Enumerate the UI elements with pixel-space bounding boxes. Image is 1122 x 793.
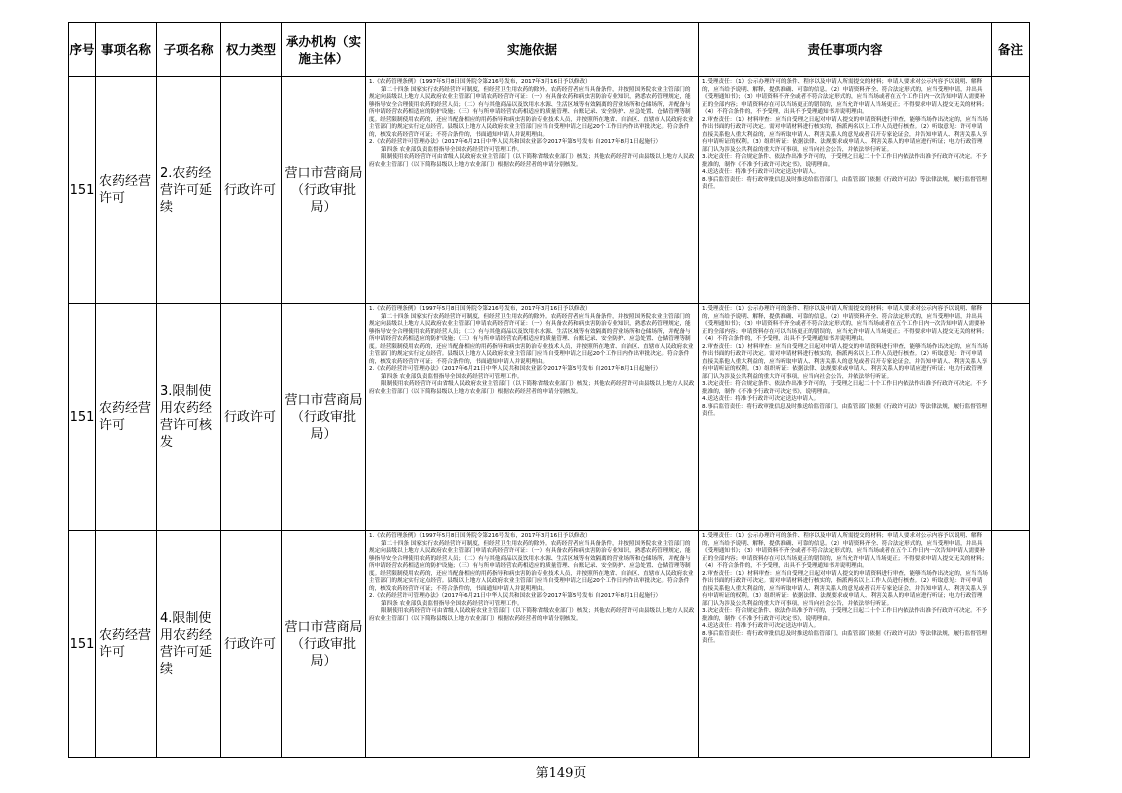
resp-para: 2.审查责任：（1）材料审查：应当自受理之日起对申请人提交的申请资料进行审查，能够当场作出决定的，应当当场作出书面的行政许可决定。需对申请材料进行核实的，指派两名以上工作人员进行核查。（2）听取意见：许可申请直接关系他人重大利益的，应当听取申请人、利害关系人的意见或者召开专家论证会，并告知申请人、利害关系人享有申请听证的权利。（3）组织听证：依据法律、法规要求或申请人、利害关系人的申请应进行听证；电力行政管理部门认为涉及公共利益的重大许可事项，应当向社会公告，并依法举行听证。 — [702, 343, 988, 380]
header-basis: 实施依据 — [366, 23, 699, 77]
cell-item: 农药经营许可 — [96, 531, 157, 758]
cell-resp — [699, 77, 992, 304]
cell-item: 农药经营许可 — [96, 77, 157, 304]
basis-para: 限制使用农药经营许可由省级人民政府农业主管部门（以下简称省级农业部门）核发；其他农药经营许可由县级以上地方人民政府农业主管部门（以下简称县级以上地方农业部门）根据农药经营者的申请分别核发。 — [369, 608, 695, 622]
permission-table — [68, 22, 1030, 758]
header-type: 权力类型 — [221, 23, 282, 77]
page-number: 第149页 — [535, 766, 587, 781]
basis-para: 第四条 农业部负责监督指导全国农药经营许可管理工作。 — [381, 373, 523, 380]
resp-para: 3.决定责任：符合规定条件、依法作出准予许可的，于受理之日起二十个工作日内依法作出准予行政许可决定。不予批准的，制作《不准予行政许可决定书》，说明理由。 — [702, 381, 988, 395]
cell-seq: 151 — [69, 304, 96, 531]
cell-note — [992, 304, 1030, 531]
cell-resp — [699, 531, 992, 758]
basis-para: 2.《农药经营许可管理办法》（2017年6月21日中华人民共和国农业部令2017年第5号发布 自2017年8月1日起施行） — [369, 366, 662, 372]
resp-para: 1.受理责任：（1）公示办理许可的条件、程序以及申请人所需提交的材料；申请人要求对公示内容予以说明、解释的，应当给予说明、解释，提供准确、可靠的信息。（2）申请资料齐全、符合法定形式的，应当受理申请，并出具《受理通知书》；（3）申请资料不齐全或者不符合法定形式的，应当当场或者在五个工作日内一次告知申请人需要补正的全部内容；申请资料存在可以当场更正的错误的，应当允许申请人当场更正；不得要求申请人提交无关的材料；（4）不符合条件的，不予受理，出具不予受理通知书并说明理由。 — [702, 306, 988, 342]
resp-para: 8.事后监管责任：将行政审批信息及时推送给监管部门，由监管部门依据《行政许可法》等法律法规，履行监督管理责任。 — [702, 630, 988, 644]
cell-type: 行政许可 — [221, 531, 282, 758]
cell-seq: 151 — [69, 77, 96, 304]
header-org: 承办机构（实施主体） — [282, 23, 366, 77]
cell-item: 农药经营许可 — [96, 304, 157, 531]
header-seq: 序号 — [69, 23, 96, 77]
table-row — [69, 304, 1030, 531]
basis-para: 1.《农药管理条例》（1997年5月8日国务院令第216号发布，2017年3月16日予以修改） — [369, 533, 591, 539]
header-resp: 责任事项内容 — [699, 23, 992, 77]
cell-type: 行政许可 — [221, 77, 282, 304]
cell-basis — [366, 531, 699, 758]
header-note: 备注 — [992, 23, 1030, 77]
cell-type: 行政许可 — [221, 304, 282, 531]
resp-para: 4.送达责任：将准予行政许可决定送达申请人。 — [702, 623, 820, 629]
cell-sub: 4.限制使用农药经营许可延续 — [157, 531, 221, 758]
resp-para: 8.事后监管责任：将行政审批信息及时推送给监管部门，由监管部门依据《行政许可法》等法律法规，履行监督管理责任。 — [702, 176, 988, 190]
resp-para: 1.受理责任：（1）公示办理许可的条件、程序以及申请人所需提交的材料；申请人要求对公示内容予以说明、解释的，应当给予说明、解释，提供准确、可靠的信息。（2）申请资料齐全、符合法定形式的，应当受理申请，并出具《受理通知书》；（3）申请资料不齐全或者不符合法定形式的，应当当场或者在五个工作日内一次告知申请人需要补正的全部内容；申请资料存在可以当场更正的错误的，应当允许申请人当场更正；不得要求申请人提交无关的材料；（4）不符合条件的，不予受理，出具不予受理通知书并说明理由。 — [702, 79, 988, 115]
basis-para: 第二十四条 国家实行农药经营许可制度，但经营卫生用农药的除外。农药经营者应当具备条件，并按照国务院农业主管部门的规定向县级以上地方人民政府农业主管部门申请农药经营许可证：（一）有具备农药和病虫害防治专业知识，熟悉农药管理规定，能够指导安全合理使用农药的经营人员；（二）有与其他商品以及饮用水水源、生活区域等有效隔离的营业场所和仓储场所，并配备与所申请经营农药相适应的防护设施；（三）有与所申请经营农药相适应的质量管理、台账记录、安全防护、应急处置、仓储管理等制度。经营限制使用农药的，还应当配备相应的用药指导和病虫害防治专业技术人员，并按照所在地省、自治区、直辖市人民政府农业主管部门的规定实行定点经营。县级以上地方人民政府农业主管部门应当自受理申请之日起20个工作日内作出审批决定。符合条件的，核发农药经营许可证；不符合条件的，书面通知申请人并说明理由。 — [369, 313, 694, 365]
basis-para: 第四条 农业部负责监督指导全国农药经营许可管理工作。 — [381, 146, 523, 153]
basis-para: 第二十四条 国家实行农药经营许可制度，但经营卫生用农药的除外。农药经营者应当具备条件，并按照国务院农业主管部门的规定向县级以上地方人民政府农业主管部门申请农药经营许可证：（一）有具备农药和病虫害防治专业知识，熟悉农药管理规定，能够指导安全合理使用农药的经营人员；（二）有与其他商品以及饮用水水源、生活区域等有效隔离的营业场所和仓储场所，并配备与所申请经营农药相适应的防护设施；（三）有与所申请经营农药相适应的质量管理、台账记录、安全防护、应急处置、仓储管理等制度。经营限制使用农药的，还应当配备相应的用药指导和病虫害防治专业技术人员，并按照所在地省、自治区、直辖市人民政府农业主管部门的规定实行定点经营。县级以上地方人民政府农业主管部门应当自受理申请之日起20个工作日内作出审批决定。符合条件的，核发农药经营许可证；不符合条件的，书面通知申请人并说明理由。 — [369, 86, 694, 138]
resp-para: 2.审查责任：（1）材料审查：应当自受理之日起对申请人提交的申请资料进行审查，能够当场作出决定的，应当当场作出书面的行政许可决定。需对申请材料进行核实的，指派两名以上工作人员进行核查。（2）听取意见：许可申请直接关系他人重大利益的，应当听取申请人、利害关系人的意见或者召开专家论证会，并告知申请人、利害关系人享有申请听证的权利。（3）组织听证：依据法律、法规要求或申请人、利害关系人的申请应进行听证；电力行政管理部门认为涉及公共利益的重大许可事项，应当向社会公告，并依法举行听证。 — [702, 570, 988, 607]
header-item: 事项名称 — [96, 23, 157, 77]
cell-basis — [366, 304, 699, 531]
resp-para: 4.送达责任：将准予行政许可决定送达申请人。 — [702, 169, 820, 175]
basis-para: 2.《农药经营许可管理办法》（2017年6月21日中华人民共和国农业部令2017年第5号发布 自2017年8月1日起施行） — [369, 593, 662, 599]
resp-para: 8.事后监管责任：将行政审批信息及时推送给监管部门，由监管部门依据《行政许可法》等法律法规，履行监督管理责任。 — [702, 403, 988, 417]
resp-para: 4.送达责任：将准予行政许可决定送达申请人。 — [702, 396, 820, 402]
basis-para: 1.《农药管理条例》（1997年5月8日国务院令第216号发布，2017年3月16日予以修改） — [369, 79, 591, 85]
basis-para: 2.《农药经营许可管理办法》（2017年6月21日中华人民共和国农业部令2017年第5号发布 自2017年8月1日起施行） — [369, 139, 662, 145]
cell-seq: 151 — [69, 531, 96, 758]
cell-basis — [366, 77, 699, 304]
table-row — [69, 77, 1030, 304]
cell-note — [992, 77, 1030, 304]
cell-org: 营口市营商局（行政审批局） — [282, 77, 366, 304]
basis-para: 1.《农药管理条例》（1997年5月8日国务院令第216号发布，2017年3月16日予以修改） — [369, 306, 591, 312]
cell-note — [992, 531, 1030, 758]
resp-para: 1.受理责任：（1）公示办理许可的条件、程序以及申请人所需提交的材料；申请人要求对公示内容予以说明、解释的，应当给予说明、解释，提供准确、可靠的信息。（2）申请资料齐全、符合法定形式的，应当受理申请，并出具《受理通知书》；（3）申请资料不齐全或者不符合法定形式的，应当当场或者在五个工作日内一次告知申请人需要补正的全部内容；申请资料存在可以当场更正的错误的，应当允许申请人当场更正；不得要求申请人提交无关的材料；（4）不符合条件的，不予受理，出具不予受理通知书并说明理由。 — [702, 533, 988, 569]
cell-sub: 2.农药经营许可延续 — [157, 77, 221, 304]
header-row — [69, 23, 1030, 77]
resp-para: 3.决定责任：符合规定条件、依法作出准予许可的，于受理之日起二十个工作日内依法作出准予行政许可决定。不予批准的，制作《不准予行政许可决定书》，说明理由。 — [702, 154, 988, 168]
cell-sub: 3.限制使用农药经营许可核发 — [157, 304, 221, 531]
basis-para: 限制使用农药经营许可由省级人民政府农业主管部门（以下简称省级农业部门）核发；其他农药经营许可由县级以上地方人民政府农业主管部门（以下简称县级以上地方农业部门）根据农药经营者的申请分别核发。 — [369, 154, 695, 168]
table-row — [69, 531, 1030, 758]
cell-org: 营口市营商局（行政审批局） — [282, 304, 366, 531]
resp-para: 3.决定责任：符合规定条件、依法作出准予许可的，于受理之日起二十个工作日内依法作出准予行政许可决定。不予批准的，制作《不准予行政许可决定书》，说明理由。 — [702, 608, 988, 622]
cell-org: 营口市营商局（行政审批局） — [282, 531, 366, 758]
basis-para: 限制使用农药经营许可由省级人民政府农业主管部门（以下简称省级农业部门）核发；其他农药经营许可由县级以上地方人民政府农业主管部门（以下简称县级以上地方农业部门）根据农药经营者的申请分别核发。 — [369, 381, 695, 395]
header-sub: 子项名称 — [157, 23, 221, 77]
cell-resp — [699, 304, 992, 531]
basis-para: 第二十四条 国家实行农药经营许可制度，但经营卫生用农药的除外。农药经营者应当具备条件，并按照国务院农业主管部门的规定向县级以上地方人民政府农业主管部门申请农药经营许可证：（一）有具备农药和病虫害防治专业知识，熟悉农药管理规定，能够指导安全合理使用农药的经营人员；（二）有与其他商品以及饮用水水源、生活区域等有效隔离的营业场所和仓储场所，并配备与所申请经营农药相适应的防护设施；（三）有与所申请经营农药相适应的质量管理、台账记录、安全防护、应急处置、仓储管理等制度。经营限制使用农药的，还应当配备相应的用药指导和病虫害防治专业技术人员，并按照所在地省、自治区、直辖市人民政府农业主管部门的规定实行定点经营。县级以上地方人民政府农业主管部门应当自受理申请之日起20个工作日内作出审批决定。符合条件的，核发农药经营许可证；不符合条件的，书面通知申请人并说明理由。 — [369, 540, 694, 592]
resp-para: 2.审查责任：（1）材料审查：应当自受理之日起对申请人提交的申请资料进行审查，能够当场作出决定的，应当当场作出书面的行政许可决定。需对申请材料进行核实的，指派两名以上工作人员进行核查。（2）听取意见：许可申请直接关系他人重大利益的，应当听取申请人、利害关系人的意见或者召开专家论证会，并告知申请人、利害关系人享有申请听证的权利。（3）组织听证：依据法律、法规要求或申请人、利害关系人的申请应进行听证；电力行政管理部门认为涉及公共利益的重大许可事项，应当向社会公告，并依法举行听证。 — [702, 116, 988, 153]
basis-para: 第四条 农业部负责监督指导全国农药经营许可管理工作。 — [381, 600, 523, 607]
